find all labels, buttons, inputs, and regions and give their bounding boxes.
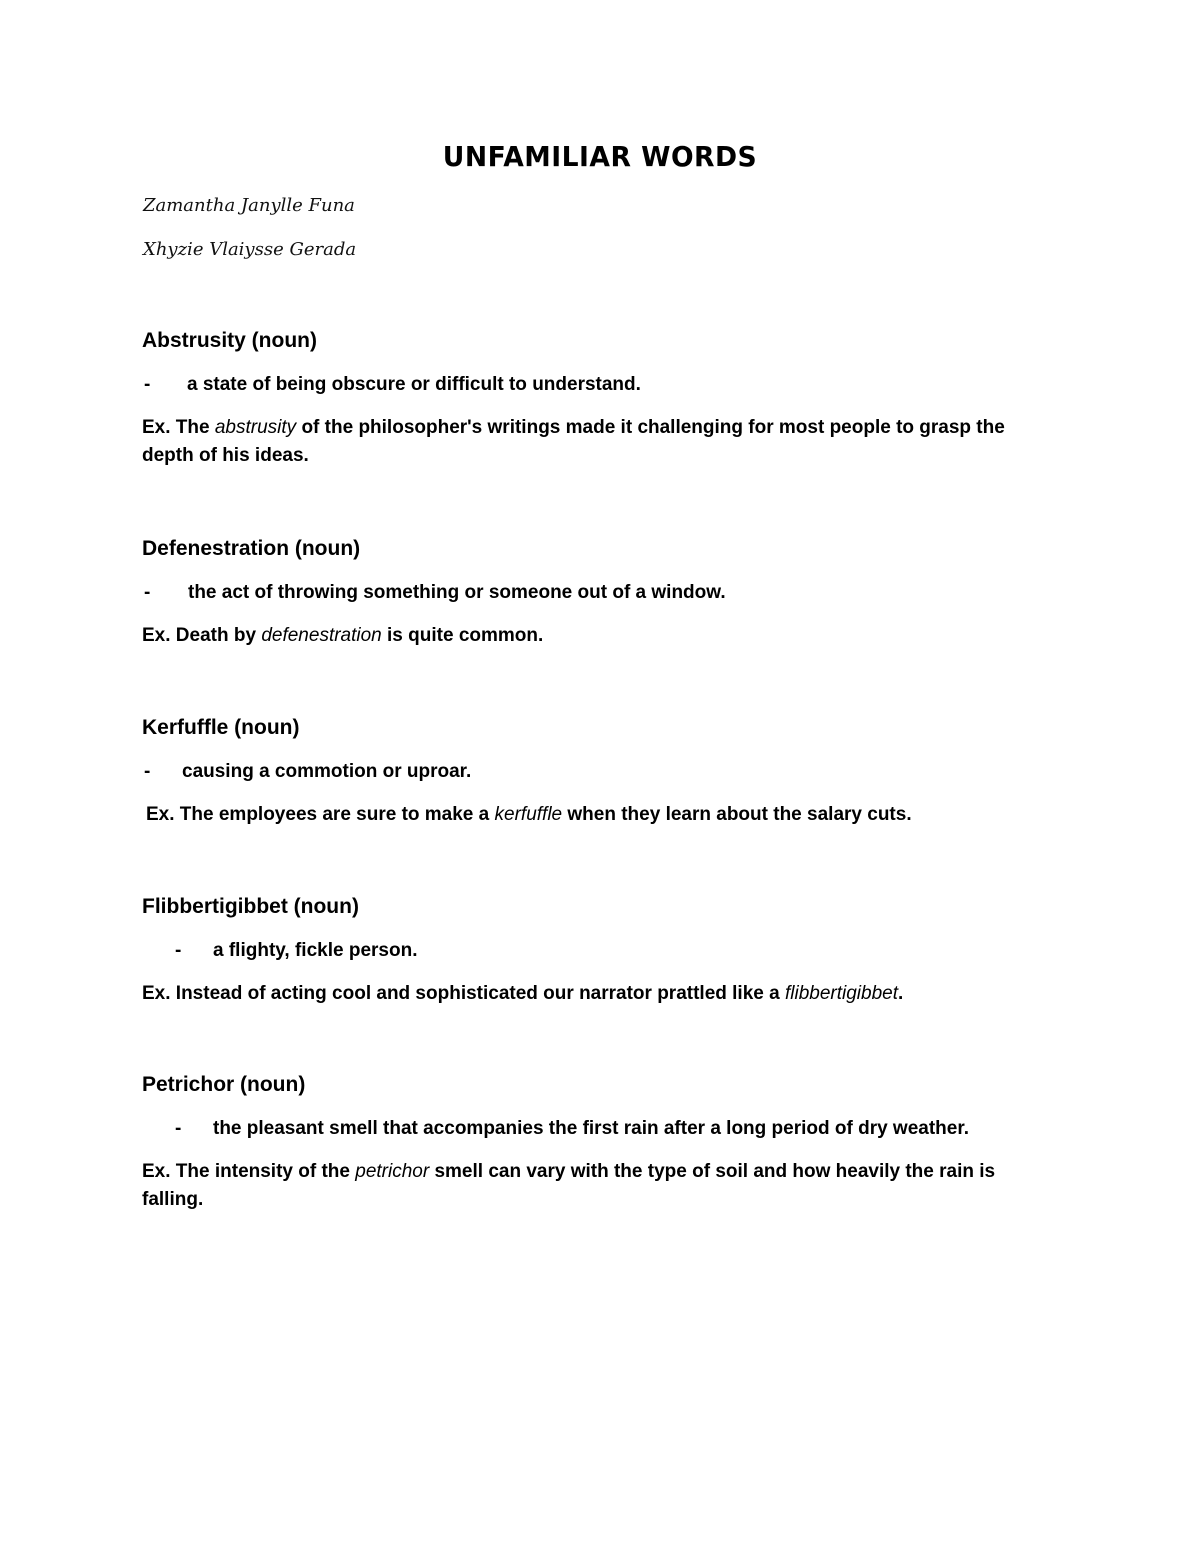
entry-definition [142,1116,1042,1142]
entry-example [142,414,1042,470]
entry-word: Defenestration (noun) [142,537,361,560]
example-suffix: . [898,983,904,1004]
definition-dash: - [175,940,182,961]
example-term: defenestration [261,625,382,646]
example-prefix: Ex. The intensity of the [142,1161,356,1182]
example-suffix: is quite common. [381,625,544,646]
example-prefix: Ex. Instead of acting cool and sophisticated our narrator prattled like a [142,983,785,1004]
definition-dash: - [175,1118,182,1139]
example-suffix: when they learn about the salary cuts. [562,804,912,825]
entry-definition [142,372,1042,398]
entry-example [142,801,1042,829]
definition-dash: - [144,761,151,782]
word-entry-flibbertigibbet [142,893,1042,1008]
definition-text: the pleasant smell that accompanies the first rain after a long period of dry weather. [213,1118,969,1139]
author-name: Zamantha Janylle Funa [143,195,355,216]
example-suffix: smell can vary with the type of soil and how heavily the rain is falling. [142,1161,996,1210]
entry-example [142,1158,1042,1214]
definition-dash: - [144,374,151,395]
example-term: flibbertigibbet [784,983,898,1004]
definition-text: causing a commotion or uproar. [182,761,472,782]
definition-dash: - [144,582,151,603]
definition-text: a flighty, fickle person. [213,940,418,961]
word-entry-kerfuffle [142,714,1042,829]
example-term: kerfuffle [494,804,563,825]
entry-word: Kerfuffle (noun) [142,716,300,739]
entry-word: Abstrusity (noun) [142,329,317,352]
definition-text: a state of being obscure or difficult to understand. [187,374,641,395]
word-entry-defenestration [142,535,1042,650]
entry-word: Flibbertigibbet (noun) [142,895,359,918]
entry-example [142,980,1042,1008]
entry-definition [142,580,1042,606]
example-term: petrichor [355,1161,430,1182]
entry-definition [142,938,1042,964]
example-prefix: Ex. The employees are sure to make a [146,804,495,825]
entry-example [142,622,1042,650]
example-suffix: of the philosopher's writings made it challenging for most people to grasp the depth of his ideas. [142,417,1005,466]
example-term: abstrusity [214,417,297,438]
word-entry-abstrusity [142,327,1042,470]
example-prefix: Ex. The [142,417,215,438]
definition-text: the act of throwing something or someone out of a window. [188,582,726,603]
author-name: Xhyzie Vlaiysse Gerada [143,239,357,260]
document-title: UNFAMILIAR WORDS [442,140,758,173]
entry-definition [142,759,1042,785]
example-prefix: Ex. Death by [142,625,262,646]
entry-word: Petrichor (noun) [142,1073,306,1096]
word-entry-petrichor [142,1071,1042,1214]
